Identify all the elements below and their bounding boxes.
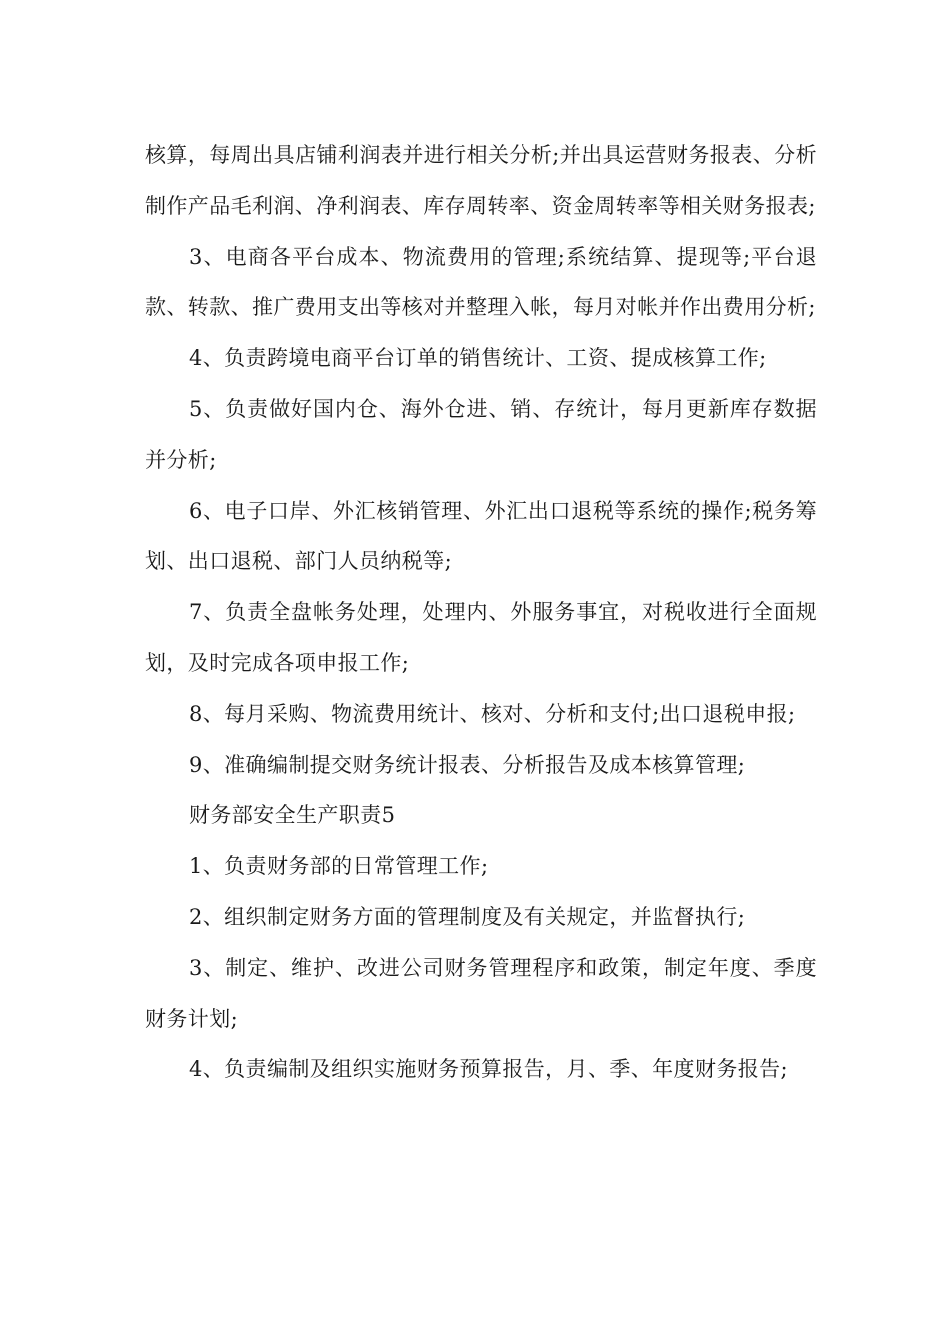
- paragraph-11: 3、制定、维护、改进公司财务管理程序和政策，制定年度、季度财务计划;: [145, 955, 817, 1031]
- paragraph-10: 2、组织制定财务方面的管理制度及有关规定，并监督执行;: [189, 904, 746, 929]
- document-body: [145, 130, 817, 1095]
- paragraph-1: 核算，每周出具店铺利润表并进行相关分析;并出具运营财务报表、分析制作产品毛利润、净利润表、库存周转率、资金周转率等相关财务报表;: [145, 143, 817, 218]
- paragraph-12: 4、负责编制及组织实施财务预算报告，月、季、年度财务报告;: [189, 1057, 789, 1082]
- paragraph-8: 9、准确编制提交财务统计报表、分析报告及成本核算管理;: [189, 752, 746, 777]
- paragraph-6: 7、负责全盘帐务处理，处理内、外服务事宜，对税收进行全面规划，及时完成各项申报工作;: [145, 600, 817, 675]
- paragraph-9: 1、负责财务部的日常管理工作;: [189, 854, 489, 879]
- paragraph-3: 4、负责跨境电商平台订单的销售统计、工资、提成核算工作;: [189, 346, 767, 371]
- paragraph-4: 5、负责做好国内仓、海外仓进、销、存统计，每月更新库存数据并分析;: [145, 396, 817, 472]
- paragraph-5: 6、电子口岸、外汇核销管理、外汇出口退税等系统的操作;税务筹划、出口退税、部门人员纳税等;: [145, 498, 817, 574]
- paragraph-2: 3、电商各平台成本、物流费用的管理;系统结算、提现等;平台退款、转款、推广费用支出等核对并整理入帐，每月对帐并作出费用分析;: [145, 244, 817, 320]
- section-heading: 财务部安全生产职责5: [189, 803, 396, 828]
- paragraph-7: 8、每月采购、物流费用统计、核对、分析和支付;出口退税申报;: [189, 701, 796, 726]
